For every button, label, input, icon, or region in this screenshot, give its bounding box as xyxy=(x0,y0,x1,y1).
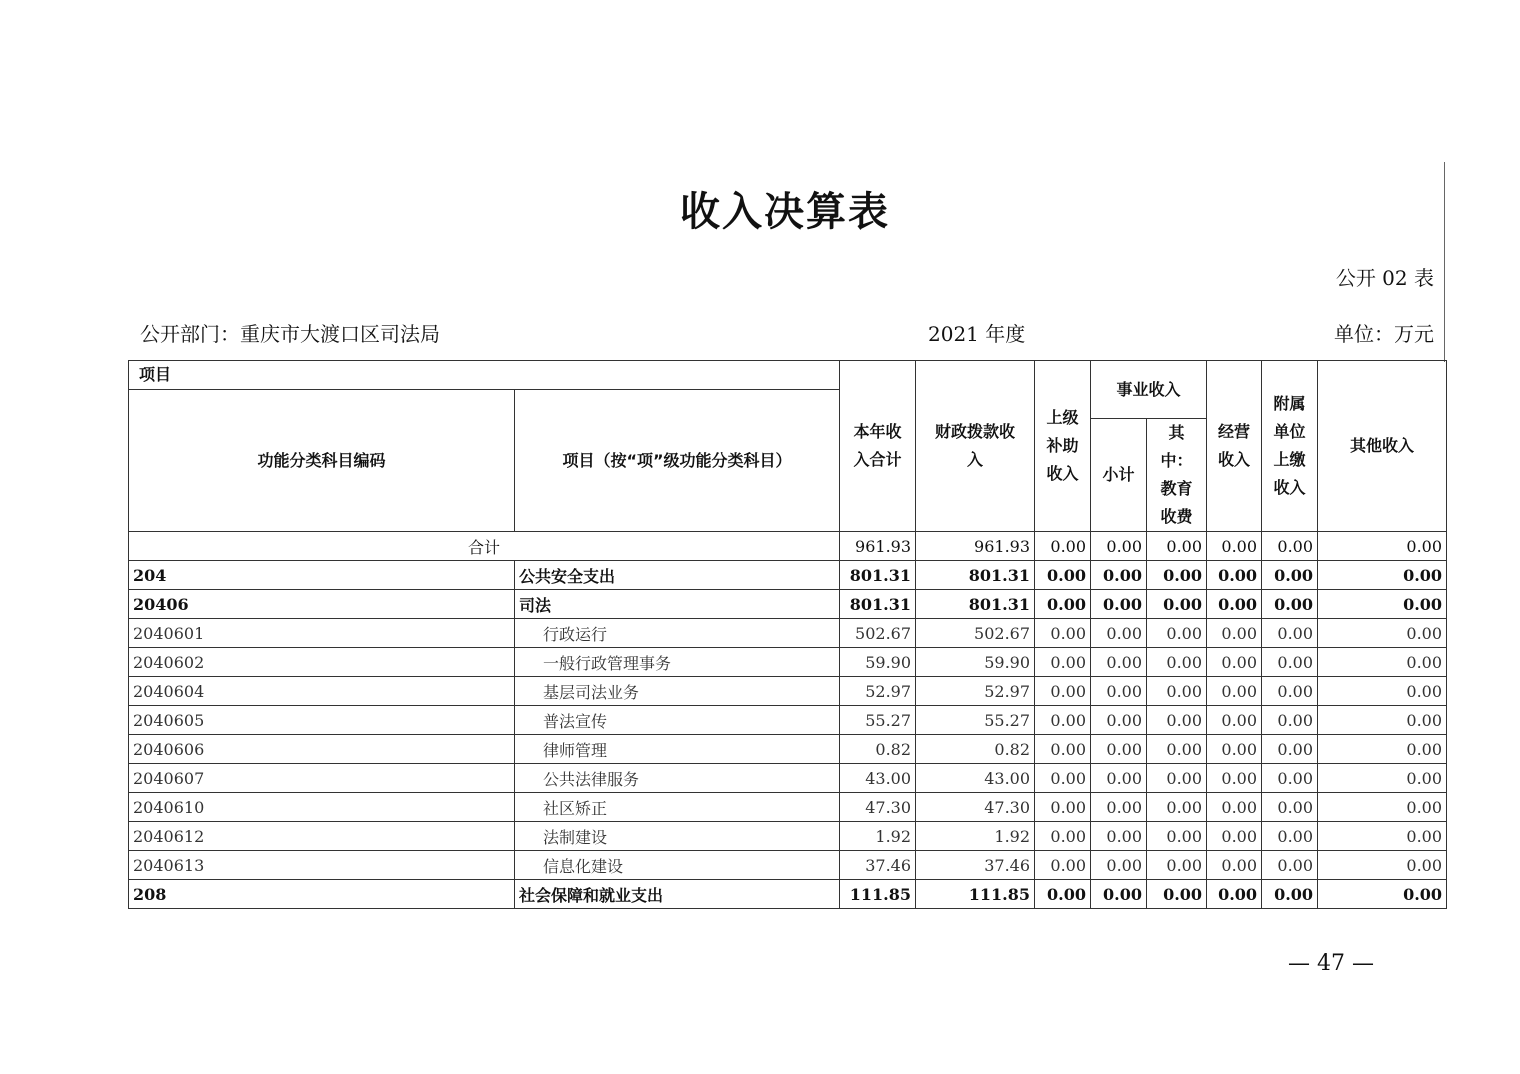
row-name: 司法 xyxy=(515,590,840,619)
row-value: 0.00 xyxy=(1318,851,1447,880)
row-name: 公共安全支出 xyxy=(515,561,840,590)
row-value: 0.00 xyxy=(1147,735,1207,764)
table-row xyxy=(129,561,1447,590)
row-value: 0.82 xyxy=(840,735,916,764)
department-label: 公开部门：重庆市大渡口区司法局 xyxy=(140,322,440,346)
table-row xyxy=(129,619,1447,648)
row-value: 52.97 xyxy=(840,677,916,706)
row-value: 0.00 xyxy=(1207,793,1262,822)
total-value: 0.00 xyxy=(1262,532,1318,561)
row-value: 0.00 xyxy=(1318,793,1447,822)
row-value: 55.27 xyxy=(840,706,916,735)
row-value: 0.00 xyxy=(1147,851,1207,880)
row-value: 0.00 xyxy=(1147,677,1207,706)
row-value: 0.00 xyxy=(1091,561,1147,590)
total-value: 0.00 xyxy=(1147,532,1207,561)
row-value: 0.00 xyxy=(1207,735,1262,764)
row-value: 0.00 xyxy=(1262,590,1318,619)
row-value: 0.00 xyxy=(1035,822,1091,851)
row-value: 0.00 xyxy=(1318,648,1447,677)
row-value: 52.97 xyxy=(916,677,1035,706)
row-value: 0.00 xyxy=(1207,590,1262,619)
header-subsidy: 上级补助收入 xyxy=(1035,361,1091,532)
row-value: 59.90 xyxy=(916,648,1035,677)
total-value: 961.93 xyxy=(916,532,1035,561)
row-value: 0.00 xyxy=(1147,561,1207,590)
row-code: 2040613 xyxy=(129,851,515,880)
row-value: 801.31 xyxy=(840,590,916,619)
table-body xyxy=(129,532,1447,909)
header-subtotal: 小计 xyxy=(1091,419,1147,532)
row-value: 0.00 xyxy=(1091,619,1147,648)
row-value: 0.00 xyxy=(1207,648,1262,677)
table-row xyxy=(129,648,1447,677)
row-code: 204 xyxy=(129,561,515,590)
row-value: 0.00 xyxy=(1207,880,1262,909)
header-business: 事业收入 xyxy=(1091,361,1207,419)
total-label: 合计 xyxy=(129,532,840,561)
row-value: 111.85 xyxy=(916,880,1035,909)
row-value: 0.00 xyxy=(1035,590,1091,619)
header-code: 功能分类科目编码 xyxy=(129,390,515,532)
row-value: 0.00 xyxy=(1318,764,1447,793)
row-code: 2040606 xyxy=(129,735,515,764)
row-name: 一般行政管理事务 xyxy=(515,648,840,677)
row-value: 0.00 xyxy=(1318,590,1447,619)
row-value: 801.31 xyxy=(916,590,1035,619)
row-name: 行政运行 xyxy=(515,619,840,648)
row-name: 法制建设 xyxy=(515,822,840,851)
header-other: 其他收入 xyxy=(1318,361,1447,532)
header-total: 本年收入合计 xyxy=(840,361,916,532)
row-value: 0.00 xyxy=(1147,764,1207,793)
row-value: 37.46 xyxy=(840,851,916,880)
table-row xyxy=(129,735,1447,764)
row-value: 0.00 xyxy=(1207,822,1262,851)
fiscal-year-label: 2021 年度 xyxy=(928,322,1026,346)
unit-label: 单位：万元 xyxy=(1334,322,1434,346)
row-value: 0.00 xyxy=(1091,880,1147,909)
row-value: 0.00 xyxy=(1035,561,1091,590)
row-value: 0.00 xyxy=(1147,880,1207,909)
total-value: 0.00 xyxy=(1318,532,1447,561)
row-value: 0.00 xyxy=(1318,880,1447,909)
row-name: 普法宣传 xyxy=(515,706,840,735)
row-value: 0.00 xyxy=(1262,793,1318,822)
row-value: 0.00 xyxy=(1207,764,1262,793)
row-value: 0.00 xyxy=(1262,822,1318,851)
row-value: 0.00 xyxy=(1262,706,1318,735)
row-name: 信息化建设 xyxy=(515,851,840,880)
row-value: 0.00 xyxy=(1091,735,1147,764)
report-title: 收入决算表 xyxy=(680,189,890,235)
table-row xyxy=(129,590,1447,619)
income-table xyxy=(128,360,1447,909)
table-row xyxy=(129,764,1447,793)
row-value: 0.00 xyxy=(1262,880,1318,909)
row-value: 0.00 xyxy=(1262,851,1318,880)
row-code: 2040602 xyxy=(129,648,515,677)
total-value: 961.93 xyxy=(840,532,916,561)
row-value: 47.30 xyxy=(840,793,916,822)
header-edu: 其中：教育收费 xyxy=(1147,419,1207,532)
header-name: 项目（按“项”级功能分类科目） xyxy=(515,390,840,532)
row-value: 0.00 xyxy=(1035,735,1091,764)
total-row xyxy=(129,532,1447,561)
table-row xyxy=(129,677,1447,706)
row-value: 0.00 xyxy=(1318,619,1447,648)
table-row xyxy=(129,851,1447,880)
row-name: 社区矫正 xyxy=(515,793,840,822)
row-name: 律师管理 xyxy=(515,735,840,764)
row-code: 20406 xyxy=(129,590,515,619)
row-value: 0.00 xyxy=(1262,619,1318,648)
row-value: 0.00 xyxy=(1091,677,1147,706)
table-row xyxy=(129,793,1447,822)
row-value: 0.00 xyxy=(1035,706,1091,735)
row-value: 0.00 xyxy=(1318,706,1447,735)
row-value: 0.00 xyxy=(1091,648,1147,677)
table-row xyxy=(129,822,1447,851)
row-value: 0.00 xyxy=(1091,851,1147,880)
row-code: 2040601 xyxy=(129,619,515,648)
row-value: 801.31 xyxy=(916,561,1035,590)
row-code: 2040612 xyxy=(129,822,515,851)
row-value: 0.00 xyxy=(1035,677,1091,706)
row-value: 0.00 xyxy=(1207,851,1262,880)
total-value: 0.00 xyxy=(1091,532,1147,561)
row-value: 0.00 xyxy=(1035,851,1091,880)
row-value: 0.00 xyxy=(1207,619,1262,648)
row-value: 502.67 xyxy=(840,619,916,648)
header-affiliated: 附属单位上缴收入 xyxy=(1262,361,1318,532)
row-value: 0.00 xyxy=(1262,648,1318,677)
row-name: 公共法律服务 xyxy=(515,764,840,793)
row-code: 2040604 xyxy=(129,677,515,706)
row-value: 1.92 xyxy=(840,822,916,851)
row-value: 0.00 xyxy=(1091,706,1147,735)
header-fiscal: 财政拨款收入 xyxy=(916,361,1035,532)
row-value: 0.00 xyxy=(1318,822,1447,851)
row-name: 基层司法业务 xyxy=(515,677,840,706)
page-number: — 47 — xyxy=(1288,951,1374,976)
row-value: 0.00 xyxy=(1318,677,1447,706)
row-value: 0.00 xyxy=(1147,590,1207,619)
row-code: 2040607 xyxy=(129,764,515,793)
table-row xyxy=(129,706,1447,735)
row-value: 47.30 xyxy=(916,793,1035,822)
row-name: 社会保障和就业支出 xyxy=(515,880,840,909)
row-value: 55.27 xyxy=(916,706,1035,735)
row-value: 59.90 xyxy=(840,648,916,677)
row-value: 0.00 xyxy=(1147,793,1207,822)
row-value: 801.31 xyxy=(840,561,916,590)
row-value: 0.00 xyxy=(1035,880,1091,909)
row-value: 0.00 xyxy=(1147,648,1207,677)
row-value: 0.00 xyxy=(1262,561,1318,590)
row-code: 2040605 xyxy=(129,706,515,735)
row-value: 0.00 xyxy=(1091,822,1147,851)
row-value: 0.00 xyxy=(1147,822,1207,851)
row-value: 43.00 xyxy=(916,764,1035,793)
row-value: 0.00 xyxy=(1318,735,1447,764)
row-value: 43.00 xyxy=(840,764,916,793)
row-value: 0.00 xyxy=(1207,677,1262,706)
row-value: 0.00 xyxy=(1147,706,1207,735)
row-value: 0.00 xyxy=(1262,735,1318,764)
row-value: 0.00 xyxy=(1035,648,1091,677)
row-code: 208 xyxy=(129,880,515,909)
row-value: 0.00 xyxy=(1147,619,1207,648)
row-value: 0.00 xyxy=(1207,561,1262,590)
table-header xyxy=(129,361,1447,532)
row-value: 111.85 xyxy=(840,880,916,909)
row-code: 2040610 xyxy=(129,793,515,822)
row-value: 502.67 xyxy=(916,619,1035,648)
row-value: 0.00 xyxy=(1091,590,1147,619)
row-value: 0.00 xyxy=(1207,706,1262,735)
table-row xyxy=(129,880,1447,909)
row-value: 1.92 xyxy=(916,822,1035,851)
row-value: 37.46 xyxy=(916,851,1035,880)
header-operating: 经营收入 xyxy=(1207,361,1262,532)
total-value: 0.00 xyxy=(1035,532,1091,561)
table-number: 公开 02 表 xyxy=(1335,266,1434,290)
row-value: 0.00 xyxy=(1091,793,1147,822)
total-value: 0.00 xyxy=(1207,532,1262,561)
row-value: 0.00 xyxy=(1035,764,1091,793)
header-item: 项目 xyxy=(129,361,840,390)
row-value: 0.82 xyxy=(916,735,1035,764)
row-value: 0.00 xyxy=(1091,764,1147,793)
row-value: 0.00 xyxy=(1035,619,1091,648)
row-value: 0.00 xyxy=(1262,677,1318,706)
row-value: 0.00 xyxy=(1262,764,1318,793)
row-value: 0.00 xyxy=(1035,793,1091,822)
row-value: 0.00 xyxy=(1318,561,1447,590)
